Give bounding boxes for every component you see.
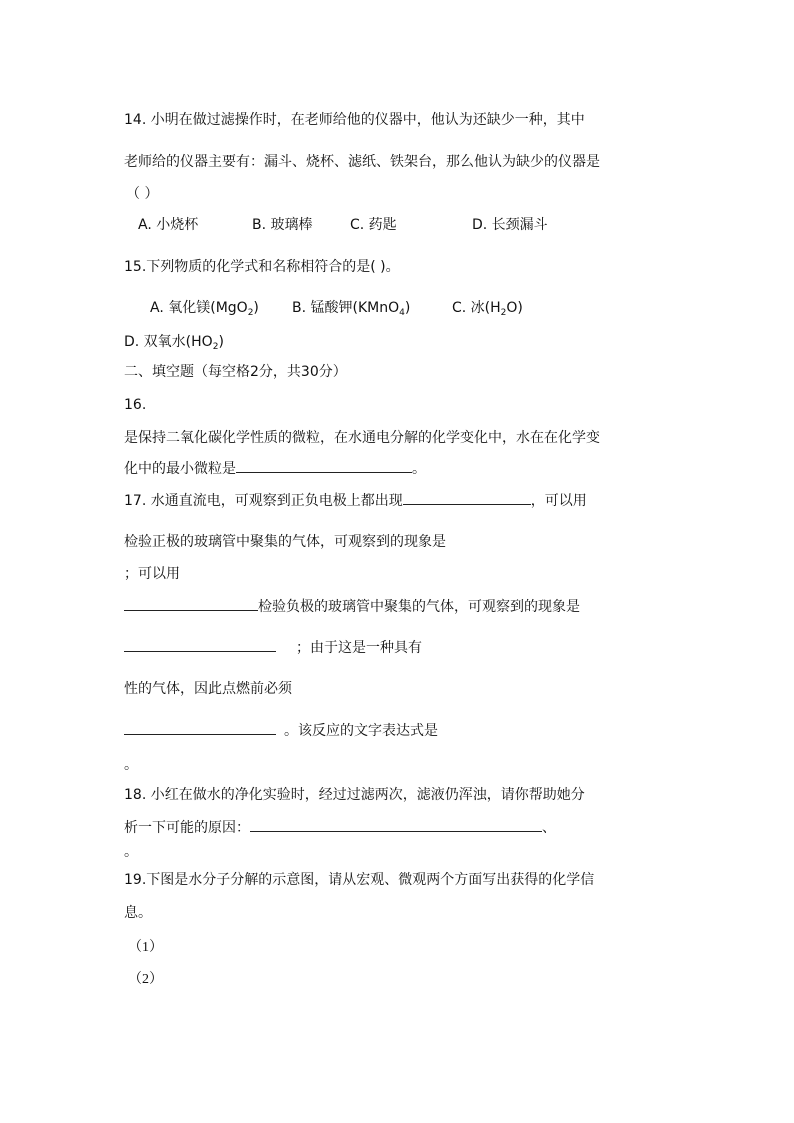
q17-blank-1[interactable] bbox=[403, 490, 531, 505]
q17-line4 bbox=[124, 596, 580, 617]
q17-blank-3[interactable] bbox=[124, 637, 276, 652]
q17-line4-text: 检验负极的玻璃管中聚集的气体，可观察到的现象是 bbox=[258, 599, 580, 615]
q17-line2: 检验正极的玻璃管中聚集的气体，可观察到的现象是 bbox=[124, 534, 446, 550]
q17-line3: ；可以用 bbox=[124, 566, 180, 582]
q15-c-close: O) bbox=[506, 300, 523, 316]
q17-line8: 。 bbox=[124, 757, 138, 773]
q15-option-d bbox=[124, 332, 224, 352]
q18-text: 析一下可能的原因： bbox=[124, 820, 250, 836]
q18-line1: 18. 小红在做水的净化实验时，经过过滤两次，滤液仍浑浊，请你帮助她分 bbox=[124, 787, 585, 803]
q15-d-text: D. 双氧水(HO bbox=[124, 334, 213, 350]
q15-c-sub: 2 bbox=[500, 308, 507, 318]
q19-item-1: （1） bbox=[128, 940, 163, 955]
q14-option-d: D. 长颈漏斗 bbox=[472, 217, 548, 233]
q14-stem-text-2: 老师给的仪器主要有：漏斗、烧杯、滤纸、铁架台，那么他认为缺少的仪器是 bbox=[124, 154, 600, 170]
q18-sep: 、 bbox=[542, 820, 556, 836]
q19-item-2: （2） bbox=[128, 972, 163, 987]
q15-stem: 15.下列物质的化学式和名称相符合的是( )。 bbox=[124, 259, 400, 275]
q15-b-text: B. 锰酸钾(KMnO bbox=[292, 300, 400, 316]
q14-option-b: B. 玻璃棒 bbox=[252, 217, 313, 233]
q15-d-sub: 2 bbox=[212, 342, 219, 352]
q14-line1 bbox=[124, 110, 585, 130]
q16-line1: 是保持二氧化碳化学性质的微粒，在水通电分解的化学变化中，水在在化学变 bbox=[124, 430, 600, 446]
q15-a-sub: 2 bbox=[247, 308, 254, 318]
q19-line1: 19.下图是水分子分解的示意图，请从宏观、微观两个方面写出获得的化学信 bbox=[124, 872, 595, 888]
q17-line5-text: ；由于这是一种具有 bbox=[296, 640, 422, 656]
q17-blank-4[interactable] bbox=[124, 720, 276, 735]
q16-end: 。 bbox=[412, 461, 426, 477]
q17-line7 bbox=[124, 720, 438, 741]
q17-blank-2[interactable] bbox=[124, 596, 258, 611]
answer-paren-text: （ ） bbox=[126, 186, 159, 202]
q16-text: 化中的最小微粒是 bbox=[124, 461, 236, 477]
q18-line2 bbox=[124, 817, 556, 838]
section-heading: 二、填空题（每空格2分，共30分） bbox=[124, 364, 347, 380]
q14-line2 bbox=[124, 152, 600, 172]
q14-option-c: C. 药匙 bbox=[350, 217, 397, 233]
q15-option-c bbox=[452, 298, 523, 318]
q18-line3: 。 bbox=[124, 844, 138, 860]
q15-option-b bbox=[292, 298, 410, 318]
q15-b-sub: 4 bbox=[399, 308, 405, 318]
q17-line7-text: 。该反应的文字表达式是 bbox=[284, 723, 438, 739]
q19-line2: 息。 bbox=[124, 905, 152, 921]
q15-c-text: C. 冰(H bbox=[452, 300, 501, 316]
q18-answer-blank[interactable] bbox=[250, 817, 542, 832]
q17-line1 bbox=[124, 490, 587, 511]
q15-d-close: ) bbox=[218, 334, 224, 350]
q15-a-close: ) bbox=[253, 300, 259, 316]
q16-answer-blank[interactable] bbox=[236, 458, 412, 473]
q16-line2 bbox=[124, 458, 426, 479]
q14-answer-paren bbox=[126, 184, 158, 204]
q17-line5 bbox=[124, 637, 422, 658]
q14-stem-text: 14. 小明在做过滤操作时，在老师给他的仪器中，他认为还缺少一种，其中 bbox=[124, 112, 585, 128]
q17-text-end: ，可以用 bbox=[530, 493, 587, 509]
q17-text: 17. 水通直流电，可观察到正负电极上都出现 bbox=[124, 493, 403, 509]
q14-option-a: A. 小烧杯 bbox=[138, 217, 199, 233]
q17-line6: 性的气体，因此点燃前必须 bbox=[124, 681, 292, 697]
q16-number: 16. bbox=[124, 397, 147, 413]
q15-a-text: A. 氧化镁(MgO bbox=[150, 300, 248, 316]
q15-b-close: ) bbox=[404, 300, 411, 316]
q15-option-a bbox=[150, 298, 259, 318]
